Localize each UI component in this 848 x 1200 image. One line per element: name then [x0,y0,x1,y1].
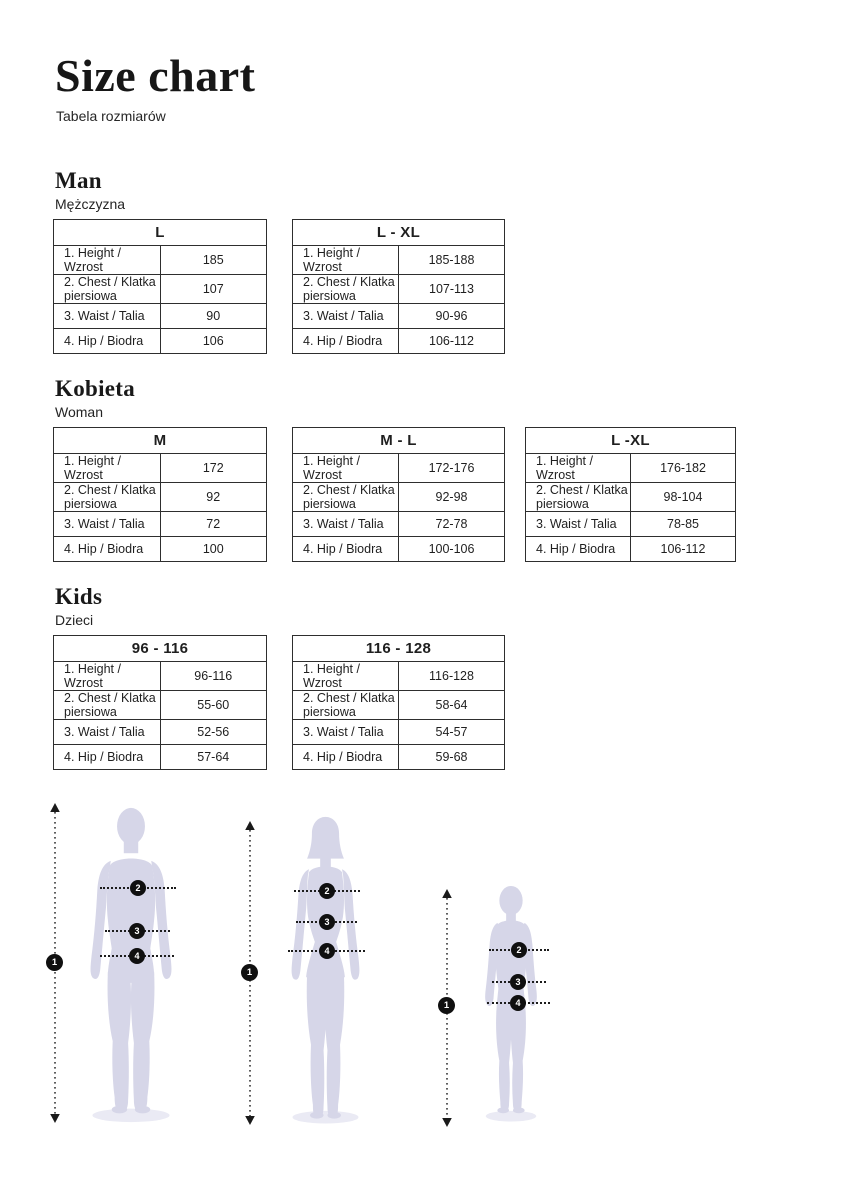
measure-label: 4. Hip / Biodra [293,537,399,562]
size-table-header: L - XL [293,220,505,246]
size-table-woman-m-l [292,427,505,562]
measure-value: 106 [160,329,267,354]
child-chest-marker-badge: 2 [511,942,527,958]
measure-label: 1. Height / Wzrost [54,454,161,483]
child-hip-marker-badge: 4 [510,995,526,1011]
section-subheading-woman: Woman [55,404,103,420]
page-title: Size chart [55,50,256,101]
measure-label: 3. Waist / Talia [293,512,399,537]
measure-label: 1. Height / Wzrost [293,454,399,483]
page-subtitle: Tabela rozmiarów [56,108,166,124]
size-table-header: L -XL [526,428,736,454]
table-row [54,512,267,537]
size-table-header: M - L [293,428,505,454]
table-row [54,662,267,691]
measure-label: 4. Hip / Biodra [54,329,161,354]
measure-label: 4. Hip / Biodra [54,537,161,562]
section-heading-kids: Kids [55,584,103,609]
measure-value: 58-64 [399,691,505,720]
measure-value: 90-96 [399,304,505,329]
measure-value: 92-98 [399,483,505,512]
table-row [293,483,505,512]
table-row [293,662,505,691]
measure-value: 98-104 [631,483,736,512]
measure-value: 116-128 [399,662,505,691]
measure-label: 3. Waist / Talia [54,720,161,745]
table-row [54,454,267,483]
measure-value: 72 [160,512,267,537]
woman-hip-marker-badge: 4 [319,943,335,959]
measure-value: 172-176 [399,454,505,483]
measure-label: 1. Height / Wzrost [54,246,161,275]
measure-label: 3. Waist / Talia [293,720,399,745]
woman-height-marker-badge: 1 [241,964,258,981]
section-heading-man: Man [55,168,102,193]
size-table-woman-m [53,427,267,562]
measure-label: 3. Waist / Talia [54,512,161,537]
measure-value: 54-57 [399,720,505,745]
measure-label: 3. Waist / Talia [54,304,161,329]
section-subheading-man: Mężczyzna [55,196,126,212]
table-row [526,512,736,537]
measure-value: 107-113 [399,275,505,304]
table-row [293,537,505,562]
measure-label: 2. Chest / Klatka piersiowa [54,691,161,720]
measure-label: 4. Hip / Biodra [293,745,399,770]
size-table-header: M [54,428,267,454]
measure-value: 106-112 [631,537,736,562]
measure-label: 2. Chest / Klatka piersiowa [54,483,161,512]
measure-label: 2. Chest / Klatka piersiowa [293,483,399,512]
table-row [54,304,267,329]
table-row [54,691,267,720]
measure-value: 52-56 [160,720,267,745]
measure-value: 172 [160,454,267,483]
size-table-header: 116 - 128 [293,636,505,662]
table-row [54,720,267,745]
measure-value: 176-182 [631,454,736,483]
size-table-man-l-xl [292,219,505,354]
table-row [293,691,505,720]
table-row [293,275,505,304]
measure-value: 78-85 [631,512,736,537]
measure-value: 92 [160,483,267,512]
measure-label: 4. Hip / Biodra [54,745,161,770]
woman-chest-marker-badge: 2 [319,883,335,899]
woman-silhouette [277,814,374,1124]
table-row [293,329,505,354]
measure-label: 4. Hip / Biodra [526,537,631,562]
man-height-marker-badge: 1 [46,954,63,971]
size-table-kids-96-116 [53,635,267,770]
table-row [526,537,736,562]
measure-value: 55-60 [160,691,267,720]
measure-value: 107 [160,275,267,304]
table-row [54,483,267,512]
measure-value: 57-64 [160,745,267,770]
table-row [54,329,267,354]
table-row [54,275,267,304]
table-row [54,246,267,275]
measure-label: 1. Height / Wzrost [54,662,161,691]
table-row [293,512,505,537]
size-table-header: L [54,220,267,246]
man-hip-marker-badge: 4 [129,948,145,964]
measure-value: 185 [160,246,267,275]
table-row [293,720,505,745]
measure-value: 96-116 [160,662,267,691]
section-heading-woman: Kobieta [55,376,136,401]
woman-waist-marker-badge: 3 [319,914,335,930]
measure-value: 59-68 [399,745,505,770]
measure-label: 2. Chest / Klatka piersiowa [54,275,161,304]
measure-label: 2. Chest / Klatka piersiowa [293,691,399,720]
measure-value: 90 [160,304,267,329]
measure-label: 3. Waist / Talia [293,304,399,329]
measure-value: 100-106 [399,537,505,562]
man-chest-marker-badge: 2 [130,880,146,896]
section-subheading-kids: Dzieci [55,612,94,628]
measure-label: 2. Chest / Klatka piersiowa [293,275,399,304]
size-table-kids-116-128 [292,635,505,770]
measure-label: 4. Hip / Biodra [293,329,399,354]
measure-label: 3. Waist / Talia [526,512,631,537]
measure-value: 100 [160,537,267,562]
measure-value: 72-78 [399,512,505,537]
table-row [526,454,736,483]
man-silhouette [78,806,184,1124]
measure-label: 1. Height / Wzrost [293,246,399,275]
measure-value: 185-188 [399,246,505,275]
table-row [293,454,505,483]
table-row [54,537,267,562]
measure-label: 1. Height / Wzrost [293,662,399,691]
table-row [293,745,505,770]
table-row [293,246,505,275]
child-height-marker-badge: 1 [438,997,455,1014]
man-waist-marker-badge: 3 [129,923,145,939]
table-row [526,483,736,512]
table-row [293,304,505,329]
size-table-header: 96 - 116 [54,636,267,662]
measure-label: 2. Chest / Klatka piersiowa [526,483,631,512]
child-waist-marker-badge: 3 [510,974,526,990]
measure-label: 1. Height / Wzrost [526,454,631,483]
table-row [54,745,267,770]
size-table-man-l [53,219,267,354]
size-table-woman-l-xl [525,427,736,562]
measure-value: 106-112 [399,329,505,354]
